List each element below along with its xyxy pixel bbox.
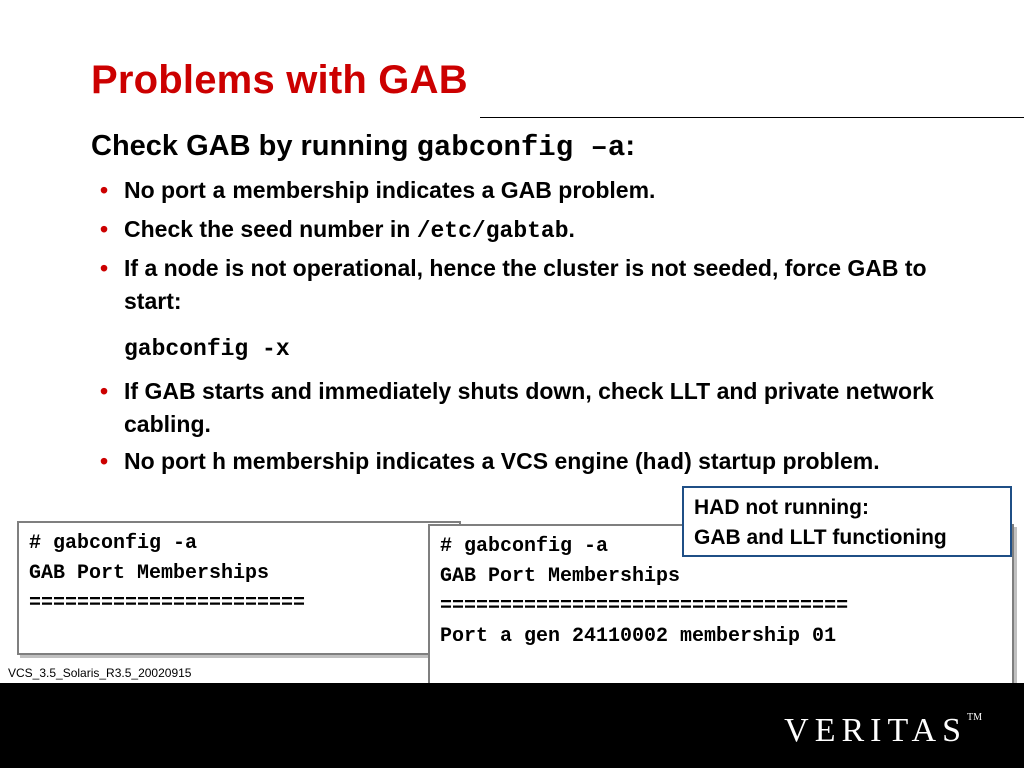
bullet-list-continued — [100, 375, 960, 484]
document-id: VCS_3.5_Solaris_R3.5_20020915 — [8, 666, 192, 680]
terminal-line: GAB Port Memberships — [29, 562, 270, 585]
terminal-output-no-port — [17, 521, 461, 655]
bullet-item — [100, 252, 960, 318]
bullet-item — [100, 375, 960, 441]
terminal-line: GAB Port Memberships — [440, 565, 681, 588]
force-start-command: gabconfig -x — [124, 336, 290, 362]
bullet-code: h — [212, 450, 226, 476]
terminal-line: # gabconfig -a — [29, 532, 198, 555]
bullet-text: No port — [124, 448, 213, 474]
logo-text: VERITAS — [784, 712, 967, 749]
heading-command: gabconfig –a — [416, 131, 626, 164]
had-callout — [682, 486, 1012, 557]
section-heading — [91, 130, 635, 164]
heading-text: Check GAB by running — [91, 130, 417, 162]
bullet-code: /etc/gabtab — [416, 218, 569, 244]
bullet-item — [100, 174, 960, 209]
bullet-text: membership indicates a VCS engine ( — [225, 448, 643, 474]
bullet-code: a — [212, 179, 226, 205]
heading-colon: : — [625, 130, 635, 162]
bullet-dot-icon: • — [100, 216, 109, 242]
terminal-line: # gabconfig -a — [440, 535, 609, 558]
bullet-text: ) startup problem. — [684, 448, 880, 474]
bullet-text: . — [568, 216, 575, 242]
bullet-text: membership indicates a GAB problem. — [225, 177, 656, 203]
bullet-text: If GAB starts and immediately shuts down, check LLT and private network cabling. — [124, 378, 934, 437]
title-rule — [480, 117, 1024, 118]
bullet-item — [100, 445, 960, 480]
terminal-line: ================================== — [440, 595, 849, 618]
callout-line: GAB and LLT functioning — [694, 526, 947, 549]
veritas-logo — [784, 712, 982, 750]
slide-title: Problems with GAB — [91, 58, 468, 102]
bullet-list — [100, 174, 960, 322]
bullet-dot-icon: • — [100, 255, 109, 281]
bullet-dot-icon: • — [100, 177, 109, 203]
terminal-line: ======================= — [29, 592, 306, 615]
callout-line: HAD not running: — [694, 496, 869, 519]
bullet-text: If a node is not operational, hence the cluster is not seeded, force GAB to start: — [124, 255, 927, 314]
bullet-dot-icon: • — [100, 448, 109, 474]
bullet-dot-icon: • — [100, 378, 109, 404]
terminal-line: Port a gen 24110002 membership 01 — [440, 625, 837, 648]
bullet-text: No port — [124, 177, 213, 203]
bullet-item — [100, 213, 960, 248]
bullet-text: Check the seed number in — [124, 216, 417, 242]
logo-trademark: TM — [967, 712, 982, 723]
bullet-code: had — [642, 450, 685, 476]
